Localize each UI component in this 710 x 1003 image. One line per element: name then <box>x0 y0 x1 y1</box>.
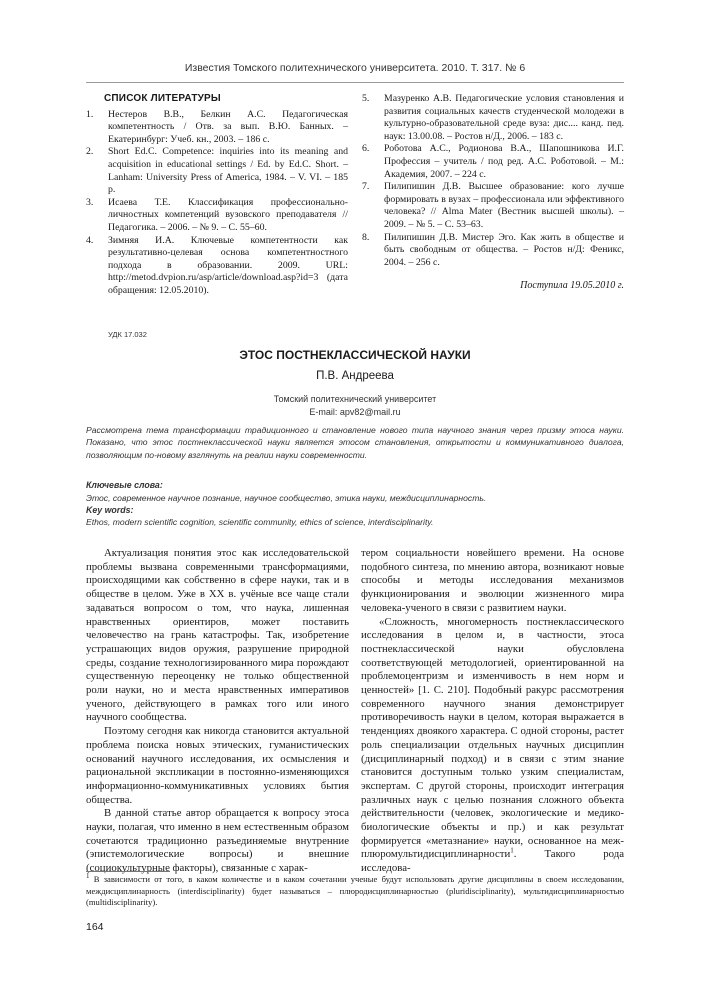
footnote: $^1$ В зависимости от того, в каком количестве и в каком сочетании ученые будут использовать другие дисциплины в своем исследовании, междисциплинарность (interdisciplinarity) будет называться – плюродисциплинарностью (pluridisciplinarity), мультидисциплинарностью (multidisciplinarity). <box>86 872 624 908</box>
reference-item: 4. Зимняя И.А. Ключевые компетентности как результативно-целевая основа компетентностного подхода в образовании. 2009. URL: http://metod.dvpion.ru/asp/article/download.asp?id=3 (дата обращения: 12.05.2010). <box>86 234 348 296</box>
body-paragraph: В данной статье автор обращается к вопросу этоса науки, полагая, что именно в нем естественным образом сочетаются традиционно разъединяемые внутренние (эпистемологические вопросы) и внешние (социокультурные факторы), связанные с харак- <box>86 807 349 875</box>
keywords-en-text: Ethos, modern scientific cognition, scientific community, ethics of science, interdisciplinarity. <box>86 517 434 528</box>
body-paragraph: Актуализация понятия этос как исследовательской проблемы вызвана современными трансформациями, происходящими как собственно в сфере науки, так и в обществе в целом. Уже в XX в. учёные все чаще стали задаваться вопросом о том, что наука, лишенная нравственных ориентиров, может поставить человечество на грань катастрофы. Так, изобретение устрашающих видов оружия, разрушение природной среды, создание технологизированного мира порождают существенную переоценку не только общественной роли науки, но и места нравственных императивов ученого, действующего в рамках того или иного научного сообщества. <box>86 547 349 724</box>
reference-item: 3. Исаева Т.Е. Классификация профессионально-личностных компетенций вузовского преподавателя // Педагогика. – 2006. – № 9. – С. 55–60. <box>86 196 348 233</box>
reference-item: 6. Роботова А.С., Родионова В.А., Шапошникова И.Г. Профессия – учитель / под ред. А.С. Роботовой. – М.: Академия, 2007. – 224 с. <box>362 143 624 180</box>
reference-item: 8. Пилипишин Д.В. Мистер Эго. Как жить в обществе и быть свободным от общества. – Ростов н/Д: Феникс, 2004. – 256 с. <box>362 231 624 268</box>
keywords-heading: Ключевые слова: <box>86 480 163 491</box>
reference-item: 2. Short Ed.C. Competence: inquiries into its meaning and acquisition in educational settings / Ed. by Ed.C. Short. – Lanham: University Press of America, 1984. – V. VI. – 185 p. <box>86 146 348 196</box>
reference-item: 1. Нестеров В.В., Белкин А.С. Педагогическая компетентность / Отв. за вып. В.Ю. Банных. – Екатеринбург: Учеб. кн., 2003. – 186 с. <box>86 108 348 145</box>
body-left-column <box>86 547 349 876</box>
page-number: 164 <box>86 921 104 933</box>
header-divider <box>86 82 624 83</box>
body-paragraph: Поэтому сегодня как никогда становится актуальной проблема поиска новых этических, гуманистических оснований научного исследования, их осмысления и рациональной экспликации в постоянно-изменяющихся информационно-коммуникативных условиях бытия общества. <box>86 725 349 806</box>
references-right-column <box>362 93 624 293</box>
body-right-column <box>361 547 624 876</box>
footnote-mark: 1 <box>86 872 90 881</box>
footnote-divider <box>86 871 170 872</box>
article-title: ЭТОС ПОСТНЕКЛАССИЧЕСКОЙ НАУКИ <box>239 348 471 362</box>
author-name: П.В. Андреева <box>316 370 394 382</box>
author-affiliation: Томский политехнический университет <box>273 394 437 404</box>
reference-item: 5. Мазуренко А.В. Педагогические условия становления и развития социальных качеств студенческой молодежи в культурно-образовательной среде вуза: дис.... канд. пед. наук: 13.00.08. – Ростов н/Д., 2006. – 183 с. <box>362 93 624 142</box>
references-left-column <box>86 93 348 298</box>
abstract <box>86 424 624 529</box>
abstract-text: Рассмотрена тема трансформации традиционного и становление нового типа научного знания через призму этоса науки. Показано, что этос постнеклассической науки является этосом становления, открытости и коммуникативного диалога, позволяющим по-новому взглянуть на реалии науки современности. <box>86 425 624 460</box>
keywords-en-heading: Key words: <box>86 505 134 516</box>
body-paragraph: «Сложность, многомерность постнеклассического исследования в целом и, в частности, этоса постнеклассической науки обусловлена соответствующей методологией, ориентированной на проблемоцентризм и изменчивость в нем норм и ценностей» [1. С. 210]. Подобный ракурс рассмотрения современного научного знания демонстрирует противоречивость науки в целом, которая выражается в тенденциях двоякого характера. С одной стороны, растет роль специализации отдельных научных дисциплин (дисциплинарный подход) и в связи с этим знание становится доступным только узким специалистам, экспертам. С другой стороны, происходит интеграция различных наук с целью познания сложного объекта действительности (человек, экологические и медико-биологические объекты и пр.) и как результат формируется «метазнание» науки, основанное на меж-плюромультидисциплинарности$^1$. Такого рода исследова- <box>361 615 624 875</box>
udc-code: УДК 17.032 <box>108 330 147 339</box>
references-heading: СПИСОК ЛИТЕРАТУРЫ <box>104 93 221 104</box>
journal-running-header: Известия Томского политехнического университета. 2010. Т. 317. № 6 <box>184 62 526 74</box>
footnote-marker: 1 <box>510 846 514 855</box>
keywords-text: Этос, современное научное познание, научное сообщество, этика науки, междисциплинарность. <box>86 492 487 503</box>
author-email: E-mail: apv82@mail.ru <box>309 407 401 417</box>
reference-item: 7. Пилипишин Д.В. Высшее образование: кого лучше формировать в вузах – профессионала или эффективного человека? // Alma Mater (Вестник высшей школы). – 2009. – № 5. – С. 53–63. <box>362 181 624 230</box>
received-date: Поступила 19.05.2010 г. <box>520 280 624 292</box>
body-paragraph: тером социальности новейшего времени. На основе подобного синтеза, по мнению автора, возникают новые способы и методы исследования механизмов функционирования и эволюции жизненного мира человека-ученого в связи с развитием науки. <box>361 547 624 614</box>
